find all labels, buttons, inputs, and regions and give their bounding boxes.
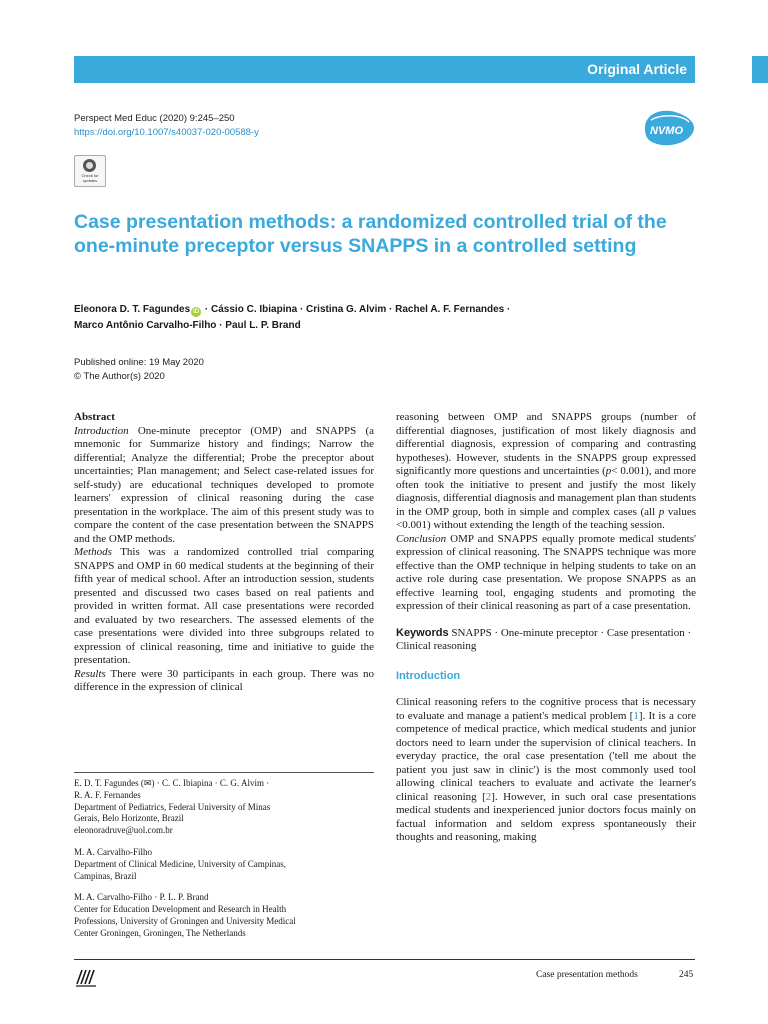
affiliations: [74, 778, 374, 950]
affiliation-line: Department of Pediatrics, Federal University of Minas: [74, 801, 271, 812]
abstract-methods: [74, 546, 374, 668]
affiliation-block: [74, 778, 374, 837]
publication-info: [74, 356, 204, 384]
right-column: [396, 411, 696, 845]
nvmo-logo: [637, 108, 699, 148]
keywords: [396, 627, 696, 654]
author-list: [74, 302, 694, 334]
reference-link-1[interactable]: 1: [633, 709, 639, 722]
keywords-text: SNAPPS · One-minute preceptor · Case presentation · Clinical reasoning: [396, 626, 692, 652]
check-for-updates-badge[interactable]: [74, 155, 106, 187]
author-line2: Marco Antônio Carvalho-Filho · Paul L. P. Brand: [74, 320, 301, 331]
abstract-introduction: [74, 425, 374, 547]
abstract-heading: Abstract: [74, 411, 115, 423]
running-head: Case presentation methods: [536, 970, 638, 980]
intro-text: One-minute preceptor (OMP) and SNAPPS (a mnemonic for Summarize history and findings; Narrow the differential; Analyze the differential; Probe the preceptor about uncertainties; Plan management; and Select case-related issues for self-study) are educational techniques developed to promote learners' expression of clinical reasoning during the case presentation in the workplace. The aim of this present study was to compare the content of the case presentation between the SNAPPS and the OMP methods.: [74, 424, 374, 545]
check-updates-icon: [83, 159, 96, 172]
introduction-heading: Introduction: [396, 669, 461, 682]
article-type-banner: [74, 56, 695, 83]
published-date: Published online: 19 May 2020: [74, 357, 204, 368]
affiliation-block: [74, 892, 374, 939]
intro-label: Introduction: [74, 424, 129, 437]
results-text-left: There were 30 participants in each group. There was no difference in the expression of clinical: [74, 667, 374, 693]
footer-divider: [74, 959, 695, 960]
affiliation-line: E. D. T. Fagundes (✉) · C. C. Ibiapina · C. G. Alvim ·: [74, 778, 270, 788]
affiliation-divider: [74, 772, 374, 773]
affiliation-line: Department of Clinical Medicine, University of Campinas,: [74, 858, 286, 869]
affiliation-line: Gerais, Belo Horizonte, Brazil: [74, 813, 184, 824]
abstract-conclusion: [396, 533, 696, 614]
journal-citation: Perspect Med Educ (2020) 9:245–250: [74, 113, 235, 124]
affiliation-line: Center for Education Development and Research in Health: [74, 904, 287, 915]
article-type-label: Original Article: [587, 61, 687, 77]
abstract-results: [74, 668, 374, 695]
orcid-icon[interactable]: iD: [193, 309, 200, 315]
intro-body-b: ]. It is a core competence of medical practice, which medical students and junior doctors need to learn under the supervision of clinical teachers. In everyday practice, the oral case presentation ('tell me about the patient you just saw in clinic') is the most commonly used tool allowing clinical teachers to evaluate and activate the learner's clinical reasoning [: [396, 709, 696, 803]
author-first: Eleonora D. T. Fagundes: [74, 304, 191, 315]
results-label: Results: [74, 667, 106, 680]
results-text-c: values <0.001) without extending the length of the teaching session.: [396, 505, 696, 531]
results-text-a: reasoning between OMP and SNAPPS groups (number of differential diagnoses, justification of most likely diagnosis and differential diagnosis, expression of comparing and contrasting hypotheses). However, students in the SNAPPS group expressed significantly more questions and uncertainties (: [396, 411, 696, 477]
affiliation-line: Campinas, Brazil: [74, 870, 137, 881]
check-updates-label: Check for updates: [81, 173, 99, 183]
abstract-results-continued: [396, 411, 696, 533]
conclusion-label: Conclusion: [396, 532, 447, 545]
doi-link[interactable]: https://doi.org/10.1007/s40037-020-00588-y: [74, 127, 259, 138]
reference-link-2[interactable]: 2: [485, 790, 492, 803]
results-text-b: < 0.001), and more often took the initiative to present and justify the most likely diagnosis, differential diagnosis and management plan than students in the OMP group, both in simple and complex cases (all: [396, 465, 696, 518]
copyright: © The Author(s) 2020: [74, 371, 165, 382]
intro-body-c: ]. However, in such oral case presentations medical students and inexperienced junior doctors focus mainly on factual information and seldom express spontaneously their thoughts and reasoning, making: [396, 790, 696, 843]
author-rest: · Cássio C. Ibiapina · Cristina G. Alvim · Rachel A. F. Fernandes ·: [202, 304, 511, 315]
p-symbol: p: [605, 465, 612, 477]
author-email[interactable]: eleonoradruve@uol.com.br: [74, 825, 173, 836]
conclusion-text: OMP and SNAPPS equally promote medical students' expression of clinical reasoning. The SNAPPS technique was more effective than the OMP technique in helping students to take on an active role during case presentation. We propose SNAPPS as an effective learning tool, engaging students and promoting the expression of their clinical reasoning as part of a case presentation.: [396, 532, 696, 612]
methods-text: This was a randomized controlled trial comparing SNAPPS and OMP in 60 medical students at the beginning of their fifth year of medical school. After an introduction session, students presented and discussed two cases based on real patients and provided in written format. All case presentations were recorded and evaluated by two researchers. The assessed elements of the case presentations were divided into three subgroups related to expression of clinical reasoning, time and initiative to guide the presentation.: [74, 546, 374, 666]
p-symbol: p: [658, 505, 665, 518]
nvmo-logo-text: NVMO: [650, 125, 683, 137]
page-number: 245: [679, 970, 694, 980]
affiliation-line: R. A. F. Fernandes: [74, 789, 141, 800]
methods-label: Methods: [74, 546, 112, 558]
affiliation-line: Center Groningen, Groningen, The Netherlands: [74, 927, 246, 938]
affiliation-block: [74, 847, 374, 882]
affiliation-line: M. A. Carvalho-Filho: [74, 846, 152, 857]
abstract-left-column: [74, 411, 374, 695]
affiliation-line: Professions, University of Groningen and University Medical: [74, 915, 296, 926]
edge-tab: [752, 56, 768, 83]
introduction-paragraph: [396, 696, 696, 845]
affiliation-line: M. A. Carvalho-Filho · P. L. P. Brand: [74, 892, 209, 903]
intro-body-a: Clinical reasoning refers to the cognitive process that is necessary to evaluate and manage a patient's medical problem [: [396, 696, 696, 722]
article-title: Case presentation methods: a randomized controlled trial of the one-minute preceptor versus SNAPPS in a controlled setting: [74, 211, 667, 257]
springer-horse-icon: [74, 966, 98, 988]
keywords-label: Keywords: [396, 626, 449, 639]
